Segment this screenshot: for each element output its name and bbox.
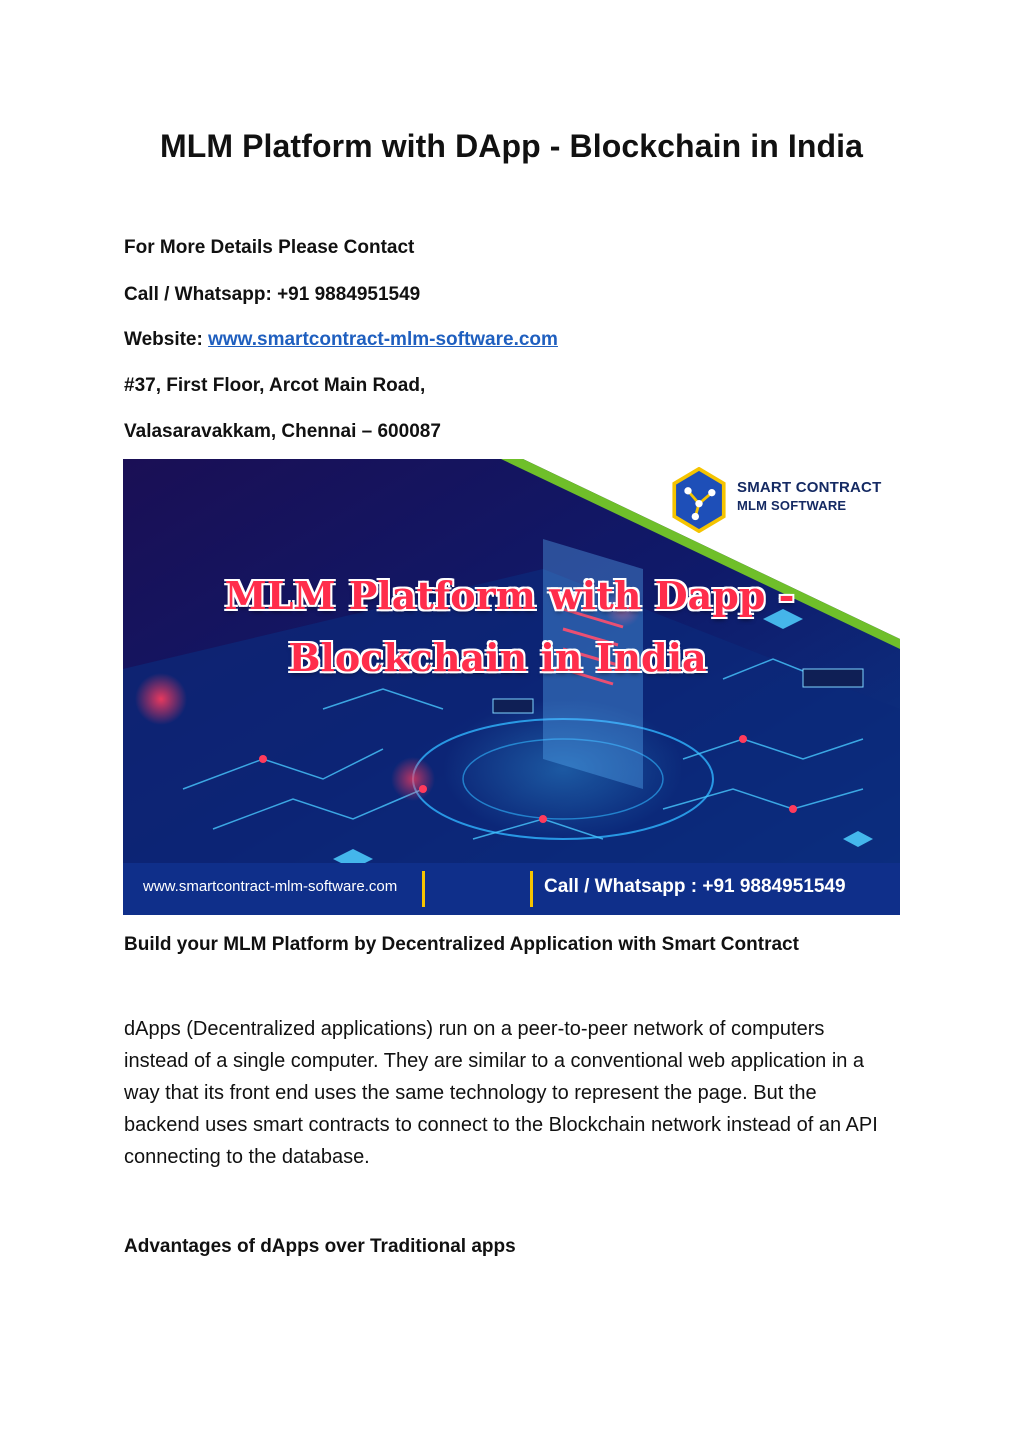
website-link[interactable]: www.smartcontract-mlm-software.com: [208, 329, 558, 350]
banner-footer-website: www.smartcontract-mlm-software.com: [143, 878, 398, 895]
footer-divider: [530, 871, 533, 907]
banner-footer: [123, 863, 900, 915]
address-line-1: #37, First Floor, Arcot Main Road,: [124, 375, 426, 396]
hexagon-logo-icon: [671, 467, 727, 533]
address-line-2: Valasaravakkam, Chennai – 600087: [124, 421, 441, 442]
banner-background: [123, 459, 900, 915]
website-label: Website:: [124, 329, 209, 350]
banner-logo-text: [737, 479, 881, 515]
logo-line-2: MLM SOFTWARE: [737, 498, 847, 513]
contact-website: [124, 329, 558, 351]
banner-footer-call: Call / Whatsapp : +91 9884951549: [544, 876, 846, 897]
section-subheading: Build your MLM Platform by Decentralized Application with Smart Contract: [124, 934, 799, 955]
logo-line-1: SMART CONTRACT: [737, 479, 882, 496]
footer-divider: [422, 871, 425, 907]
body-paragraph: dApps (Decentralized applications) run on a peer-to-peer network of computers instead of a single computer. They are similar to a conventional web application in a way that its front end uses the same technology to represent the page. But the backend uses smart contracts to connect to the Blockchain network instead of an API connecting to the database.: [124, 1018, 878, 1168]
page-title: MLM Platform with DApp - Blockchain in India: [159, 128, 864, 164]
banner-title-line-2: Blockchain in India: [288, 635, 707, 680]
contact-heading: For More Details Please Contact: [124, 237, 415, 258]
banner-image: [123, 459, 900, 915]
section-heading-advantages: Advantages of dApps over Traditional apps: [124, 1236, 516, 1257]
banner-title-line-1: MLM Platform with Dapp -: [224, 573, 795, 618]
contact-phone: Call / Whatsapp: +91 9884951549: [124, 284, 421, 305]
